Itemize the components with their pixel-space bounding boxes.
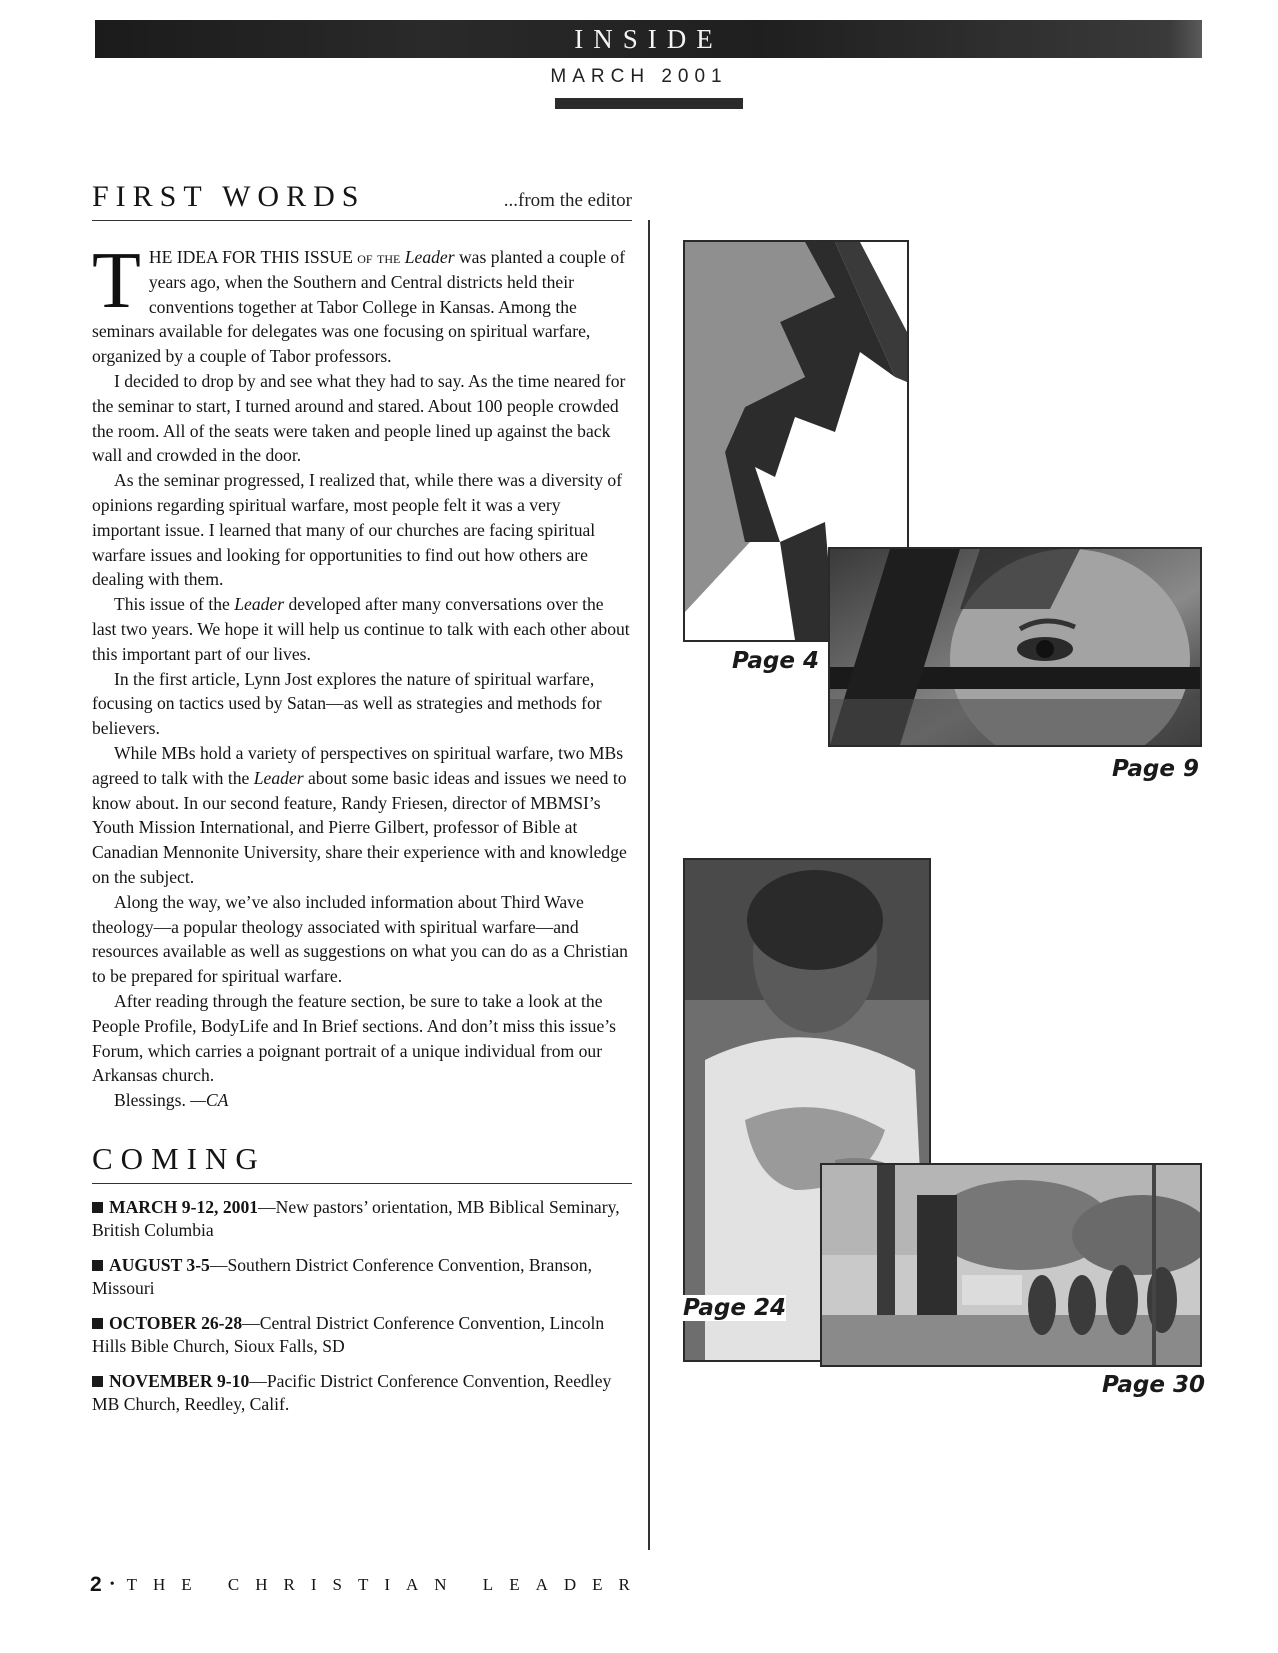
article-paragraph: THE IDEA FOR THIS ISSUE of the Leader was planted a couple of years ago, when the Southern and Central districts held their conventions together at Tabor College in Kansas. Among the seminars available for delegates was one focusing on spiritual warfare, organized by a couple of Tabor professors. [92, 237, 626, 367]
column-divider [648, 220, 650, 1550]
first-words-subtitle: ...from the editor [503, 190, 632, 211]
article-paragraph: While MBs hold a variety of perspectives on spiritual warfare, two MBs agreed to talk with the Leader about some basic ideas and issues we need to know about. In our second feature, Randy Friesen, director of MBMSI’s Youth Mission International, and Pierre Gilbert, professor of Bible at Canadian Mennonite University, share their experience with and knowledge on the subject. [92, 742, 627, 887]
event-item: NOVEMBER 9-10—Pacific District Conference Convention, Reedley MB Church, Reedley, Calif. [92, 1370, 612, 1414]
issue-date: MARCH 2001 [550, 66, 728, 87]
publication-name: THE CHRISTIAN LEADER [126, 1575, 646, 1594]
editor-article [92, 237, 632, 1113]
article-paragraph: After reading through the feature section, be sure to take a look at the People Profile, BodyLife and In Brief sections. And don’t miss this issue’s Forum, which carries a poignant portrait of a unique individual from our Arkansas church. [92, 990, 617, 1086]
article-signoff: Blessings. —CA [114, 1090, 229, 1111]
drop-cap: T [92, 237, 141, 325]
event-item: MARCH 9-12, 2001—New pastors’ orientation, MB Biblical Seminary, British Columbia [92, 1196, 620, 1240]
event-list [92, 1196, 632, 1416]
bullet-square-icon [92, 1376, 103, 1387]
event-item: AUGUST 3-5—Southern District Conference Convention, Branson, Missouri [92, 1254, 592, 1298]
masthead-banner [95, 20, 1202, 58]
first-words-title: FIRST WORDS [92, 180, 366, 213]
article-paragraph: Along the way, we’ve also included information about Third Wave theology—a popular theology associated with spiritual warfare—and resources available as well as suggestions on what you can do as a Christian to be prepared for spiritual warfare. [92, 891, 628, 987]
article-paragraph: In the first article, Lynn Jost explores the nature of spiritual warfare, focusing on tactics used by Satan—as well as strategies and methods for believers. [92, 668, 602, 739]
masthead-title: INSIDE [574, 24, 723, 54]
caption-page-9: Page 9 [1112, 756, 1199, 782]
article-paragraph: This issue of the Leader developed after many conversations over the last two years. We hope it will help us continue to talk with each other about this important part of our lives. [92, 594, 630, 664]
coming-section [92, 1141, 632, 1416]
coming-header [92, 1141, 632, 1184]
article-paragraph: I decided to drop by and see what they had to say. As the time neared for the seminar to start, I turned around and stared. About 100 people crowded the room. All of the seats were taken and people lined up against the back wall and crowded in the door. [92, 370, 626, 466]
article-paragraph: As the seminar progressed, I realized that, while there was a diversity of opinions regarding spiritual warfare, most people felt it was a very important issue. I learned that many of our churches are facing spiritual warfare issues and looking for opportunities to find out how others are dealing with them. [92, 470, 623, 590]
coming-title: COMING [92, 1140, 266, 1176]
bullet-square-icon [92, 1260, 103, 1271]
face-photo-image [828, 547, 1202, 747]
bullet-square-icon [92, 1202, 103, 1213]
event-item: OCTOBER 26-28—Central District Conference Convention, Lincoln Hills Bible Church, Sioux Falls, SD [92, 1312, 605, 1356]
footer-bullet: • [109, 1577, 115, 1592]
caption-page-24: Page 24 [683, 1295, 786, 1321]
left-column [92, 180, 632, 1428]
caption-page-4: Page 4 [732, 648, 819, 674]
issue-date-bar [555, 98, 743, 109]
page-number: 2 [90, 1573, 102, 1596]
caption-page-30: Page 30 [1102, 1372, 1205, 1398]
bullet-square-icon [92, 1318, 103, 1329]
page-footer [90, 1573, 646, 1597]
first-words-header [92, 180, 632, 221]
street-crowd-photo-image [820, 1163, 1202, 1367]
